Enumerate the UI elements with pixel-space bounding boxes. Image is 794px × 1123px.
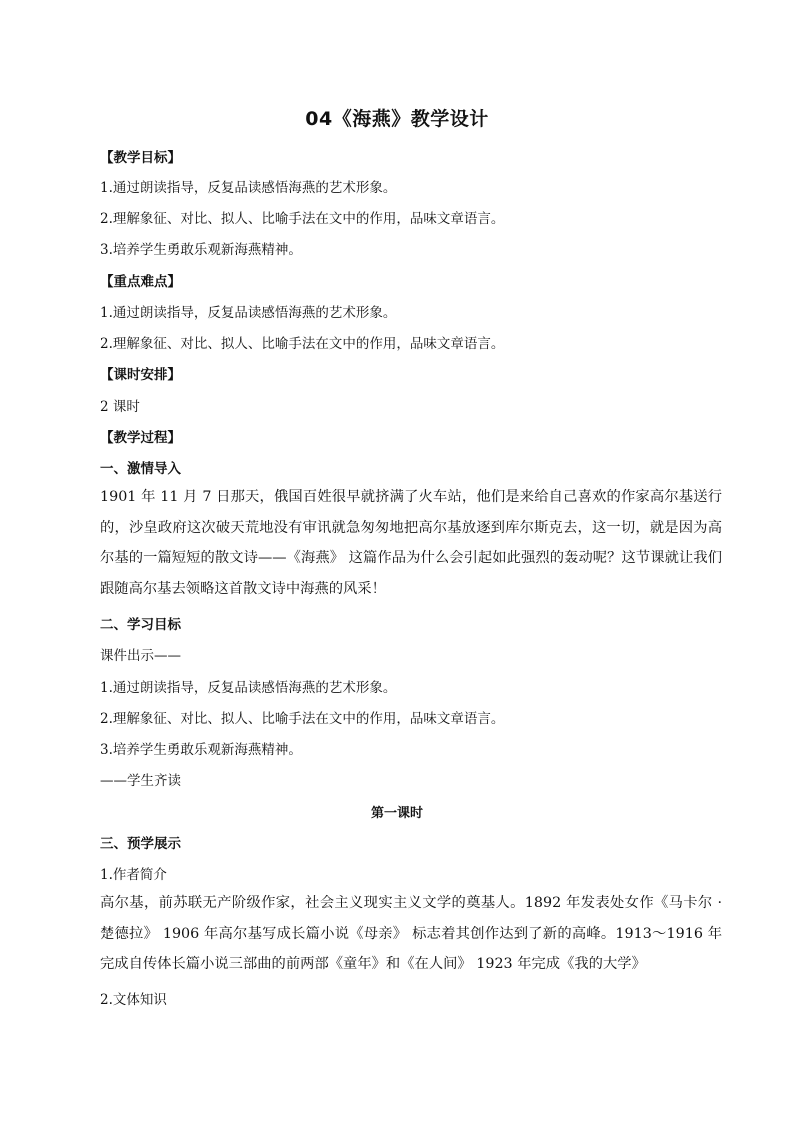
study-item-2: 2.理解象征、对比、拟人、比喻手法在文中的作用，品味文章语言。 — [100, 711, 505, 727]
preview-heading: 三、预学展示 — [100, 836, 181, 852]
goals-heading: 【教学目标】 — [100, 150, 181, 166]
goal-item-1: 1.通过朗读指导，反复品读感悟海燕的艺术形象。 — [100, 180, 397, 196]
schedule-value: 2 课时 — [100, 399, 140, 415]
page-title: 04《海燕》教学设计 — [305, 108, 489, 130]
process-heading: 【教学过程】 — [100, 430, 181, 446]
intro-paragraph: 1901 年 11 月 7 日那天，俄国百姓很早就挤满了火车站，他们是来给自己喜欢的作家高尔基送行的，沙皇政府这次破天荒地没有审讯就急匆匆地把高尔基放逐到库尔斯克去，这一切，就是因为高尔基的一篇短短的散文诗——《海燕》 这篇作品为什么会引起如此强烈的轰动呢？这节课就让我们跟随高尔基去领略这首散文诗中海燕的风采！ — [100, 489, 722, 597]
study-lead: 课件出示—— — [100, 648, 181, 664]
study-item-1: 1.通过朗读指导，反复品读感悟海燕的艺术形象。 — [100, 680, 397, 696]
genre-heading: 2.文体知识 — [100, 992, 167, 1008]
lesson-one-heading: 第一课时 — [370, 806, 423, 821]
author-paragraph: 高尔基，前苏联无产阶级作家，社会主义现实主义文学的奠基人。1892 年发表处女作《马卡尔 · 楚德拉》 1906 年高尔基写成长篇小说《母亲》 标志着其创作达到了新的高峰。1913～1916 年完成自传体长篇小说三部曲的前两部《童年》和《在人间》 1923 年完成《我的大学》 — [100, 895, 722, 972]
key-point-item-2: 2.理解象征、对比、拟人、比喻手法在文中的作用，品味文章语言。 — [100, 336, 505, 352]
study-tail: ——学生齐读 — [100, 773, 181, 789]
study-heading: 二、学习目标 — [100, 617, 181, 633]
schedule-heading: 【课时安排】 — [100, 367, 181, 383]
goal-item-3: 3.培养学生勇敢乐观新海燕精神。 — [100, 242, 302, 258]
study-item-3: 3.培养学生勇敢乐观新海燕精神。 — [100, 742, 302, 758]
intro-heading: 一、激情导入 — [100, 461, 181, 477]
goal-item-2: 2.理解象征、对比、拟人、比喻手法在文中的作用，品味文章语言。 — [100, 211, 505, 227]
key-point-item-1: 1.通过朗读指导，反复品读感悟海燕的艺术形象。 — [100, 305, 397, 321]
key-points-heading: 【重点难点】 — [100, 274, 181, 290]
author-heading: 1.作者简介 — [100, 867, 167, 883]
